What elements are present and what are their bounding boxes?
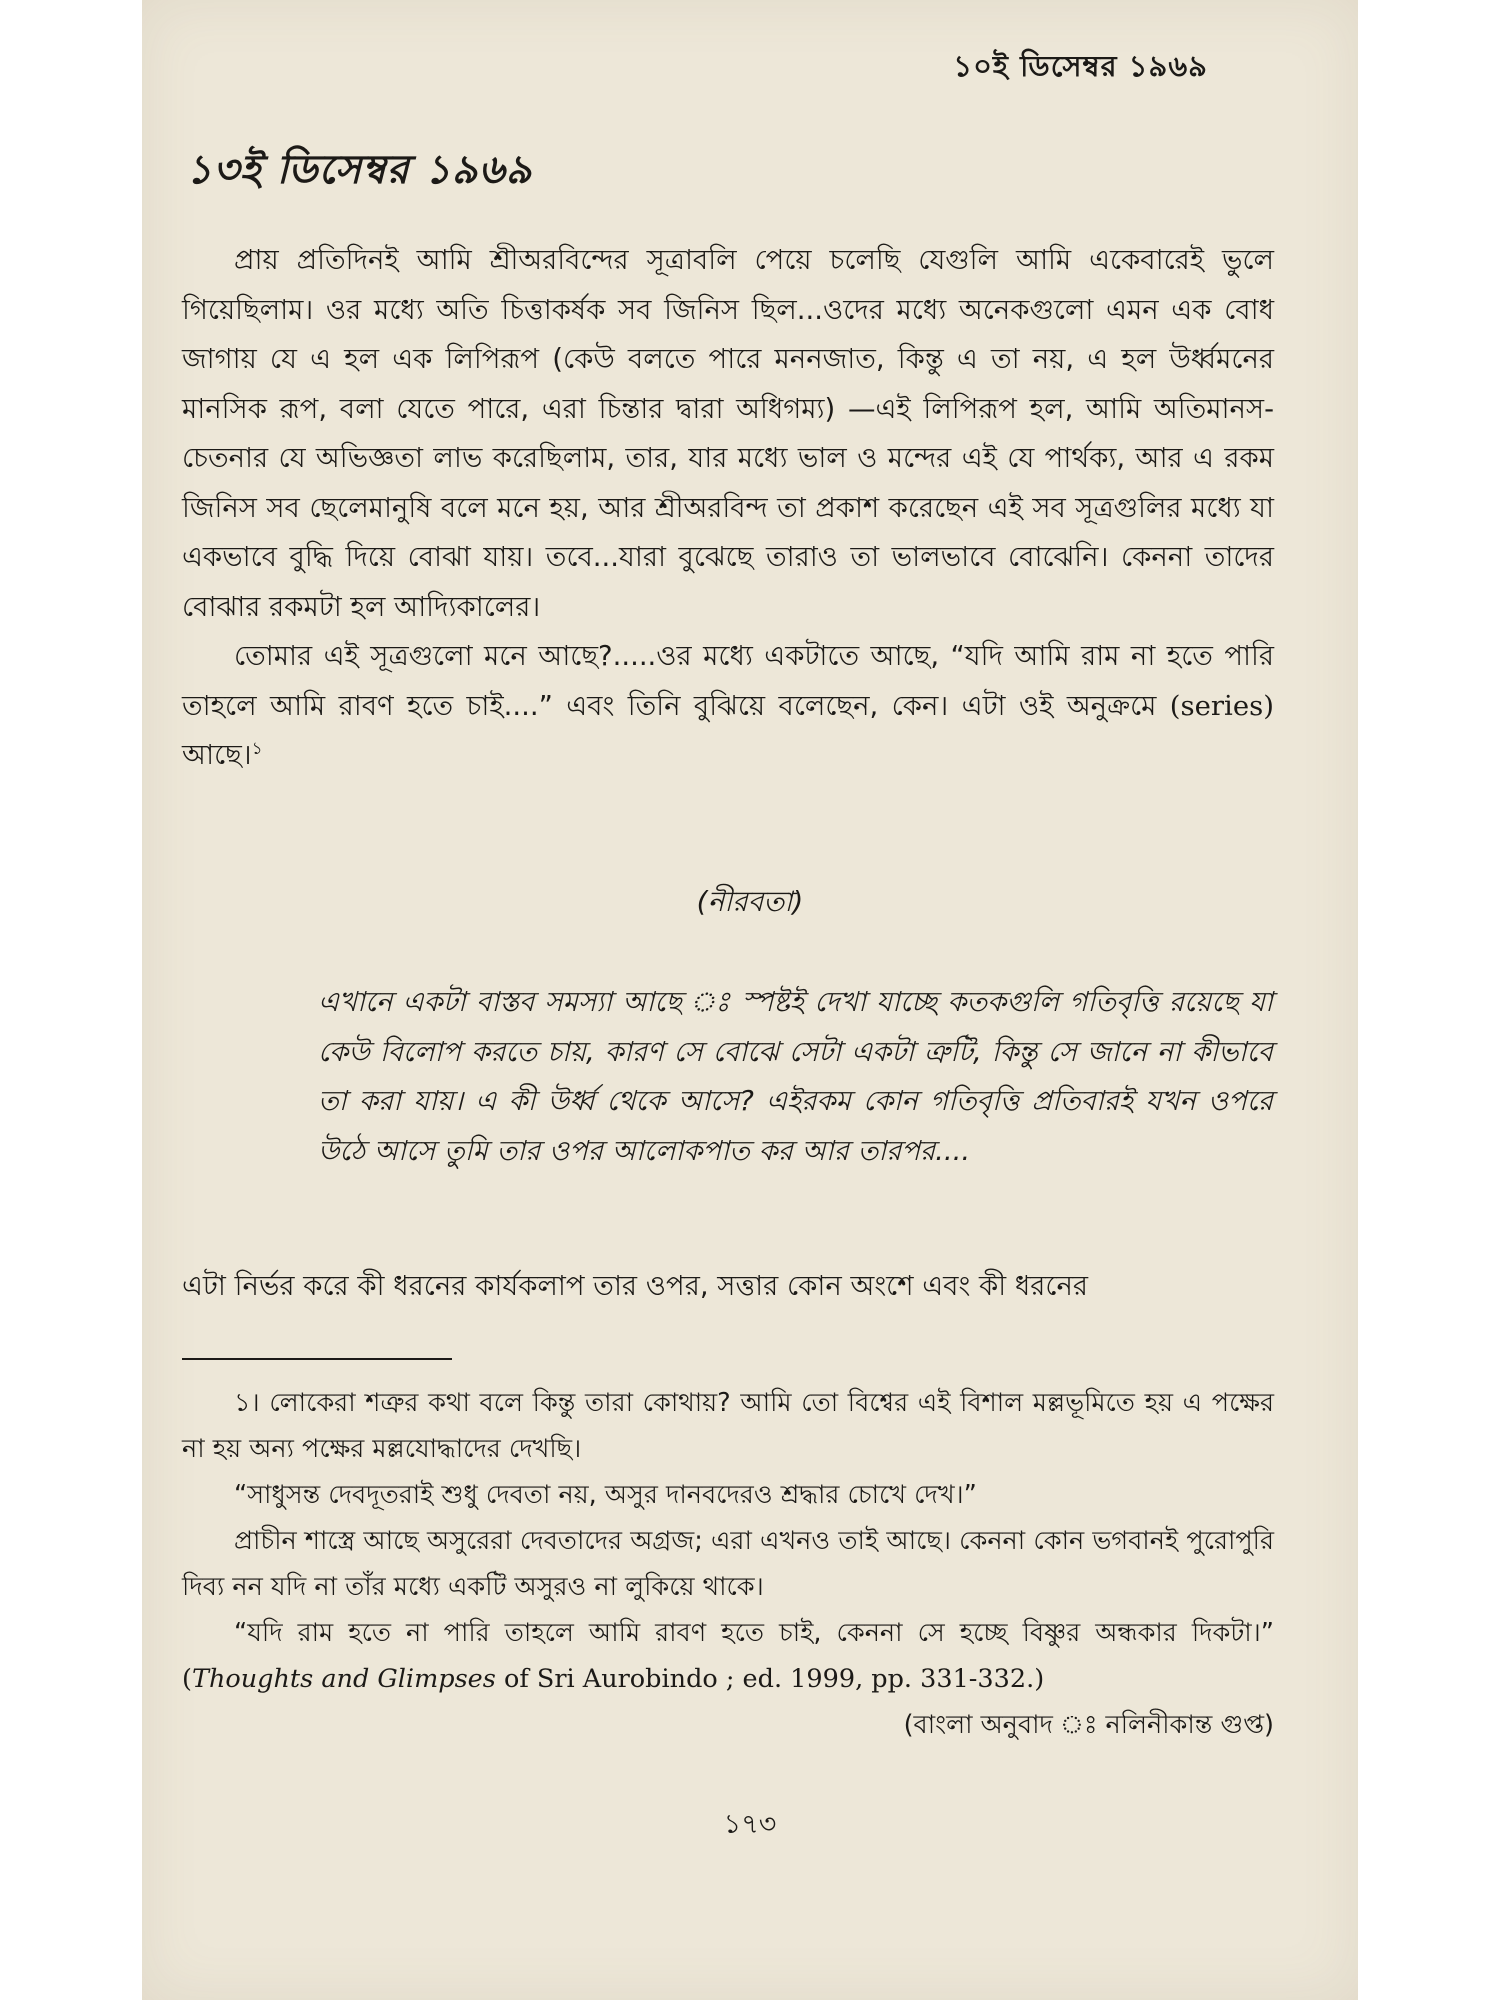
paragraph-1: প্রায় প্রতিদিনই আমি শ্রীঅরবিন্দের সূত্রাবলি পেয়ে চলেছি যেগুলি আমি একেবারেই ভুলে গিয়েছিলাম। ওর মধ্যে অতি চিত্তাকর্ষক সব জিনিস ছিল...ওদের মধ্যে অনেকগুলো এমন এক বোধ জাগায় যে এ হল এক লিপিরূপ (কেউ বলতে পারে মননজাত, কিন্তু এ তা নয়, এ হল উর্ধ্বমনের মানসিক রূপ, বলা যেতে পারে, এরা চিন্তার দ্বারা অধিগম্য) —এই লিপিরূপ হল, আমি অতিমানস-চেতনার যে অভিজ্ঞতা লাভ করেছিলাম, তার, যার মধ্যে ভাল ও মন্দের এই যে পার্থক্য, আর এ রকম জিনিস সব ছেলেমানুষি বলে মনে হয়, আর শ্রীঅরবিন্দ তা প্রকাশ করেছেন এই সব সূত্রগুলির মধ্যে যা একভাবে বুদ্ধি দিয়ে বোঝা যায়। তবে...যারা বুঝেছে তারাও তা ভালভাবে বোঝেনি। কেননা তাদের বোঝার রকমটা হল আদ্যিকালের। <box>182 244 1274 623</box>
book-page <box>142 0 1358 2000</box>
footnote-source <box>182 1664 1044 1694</box>
footnote-marker: ১ <box>251 738 263 759</box>
silence-marker: (নীরবতা) <box>696 885 804 918</box>
footnote-paragraph-2: “সাধুসন্ত দেবদূতরাই শুধু দেবতা নয়, অসুর দানবদেরও শ্রদ্ধার চোখে দেখ।” <box>234 1480 977 1510</box>
footnote <box>182 1380 1274 1748</box>
indented-quote: এখানে একটা বাস্তব সমস্যা আছে ঃ স্পষ্টই দেখা যাচ্ছে কতকগুলি গতিবৃত্তি রয়েছে যা কেউ বিলোপ করতে চায়, কারণ সে বোঝে সেটা একটা ত্রুটি, কিন্তু সে জানে না কীভাবে তা করা যায়। এ কী উর্ধ্ব থেকে আসে? এইরকম কোন গতিবৃত্তি প্রতিবারই যখন ওপরে উঠে আসে তুমি তার ওপর আলোকপাত কর আর তারপর.... <box>318 986 1273 1167</box>
paragraph-2-text: তোমার এই সূত্রগুলো মনে আছে?.....ওর মধ্যে একটাতে আছে, “যদি আমি রাম না হতে পারি তাহলে আমি রাবণ হতে চাই....” এবং তিনি বুঝিয়ে বলেছেন, কেন। এটা ওই অনুক্রমে <box>182 640 1274 722</box>
footnote-quote: “যদি রাম হতে না পারি তাহলে আমি রাবণ হতে চাই, কেননা সে হচ্ছে বিষ্ণুর অন্ধকার দিকটা।” <box>234 1618 1274 1648</box>
source-details: of Sri Aurobindo ; ed. 1999, pp. 331-332.) <box>495 1664 1045 1694</box>
paragraph-2-english: (series) <box>1169 689 1274 722</box>
source-open-paren: ( <box>182 1664 192 1694</box>
page-number: ১৭৩ <box>723 1809 777 1840</box>
footnote-rule <box>182 1358 452 1360</box>
footnote-paragraph-3: প্রাচীন শাস্ত্রে আছে অসুরেরা দেবতাদের অগ্রজ; এরা এখনও তাই আছে। কেননা কোন ভগবানই পুরোপুরি দিব্য নন যদি না তাঁর মধ্যে একটি অসুরও না লুকিয়ে থাকে। <box>182 1526 1274 1602</box>
source-title: Thoughts and Glimpses <box>191 1664 496 1694</box>
running-head: ১০ই ডিসেম্বর ১৯৬৯ <box>953 49 1208 83</box>
paragraph-3: এটা নির্ভর করে কী ধরনের কার্যকলাপ তার ওপর, সত্তার কোন অংশে এবং কী ধরনের <box>182 1270 1089 1302</box>
body-text <box>182 236 1274 781</box>
footnote-paragraph-4 <box>182 1610 1274 1702</box>
chapter-title: ১৩ই ডিসেম্বর ১৯৬৯ <box>186 146 533 193</box>
footnote-paragraph-1: ১। লোকেরা শত্রুর কথা বলে কিন্তু তারা কোথায়? আমি তো বিশ্বের এই বিশাল মল্লভূমিতে হয় এ পক্ষের না হয় অন্য পক্ষের মল্লযোদ্ধাদের দেখছি। <box>182 1388 1274 1464</box>
paragraph-2 <box>182 632 1274 781</box>
paragraph-2-tail: আছে। <box>182 739 252 771</box>
translator-credit: (বাংলা অনুবাদ ঃ নলিনীকান্ত গুপ্ত) <box>903 1710 1274 1740</box>
